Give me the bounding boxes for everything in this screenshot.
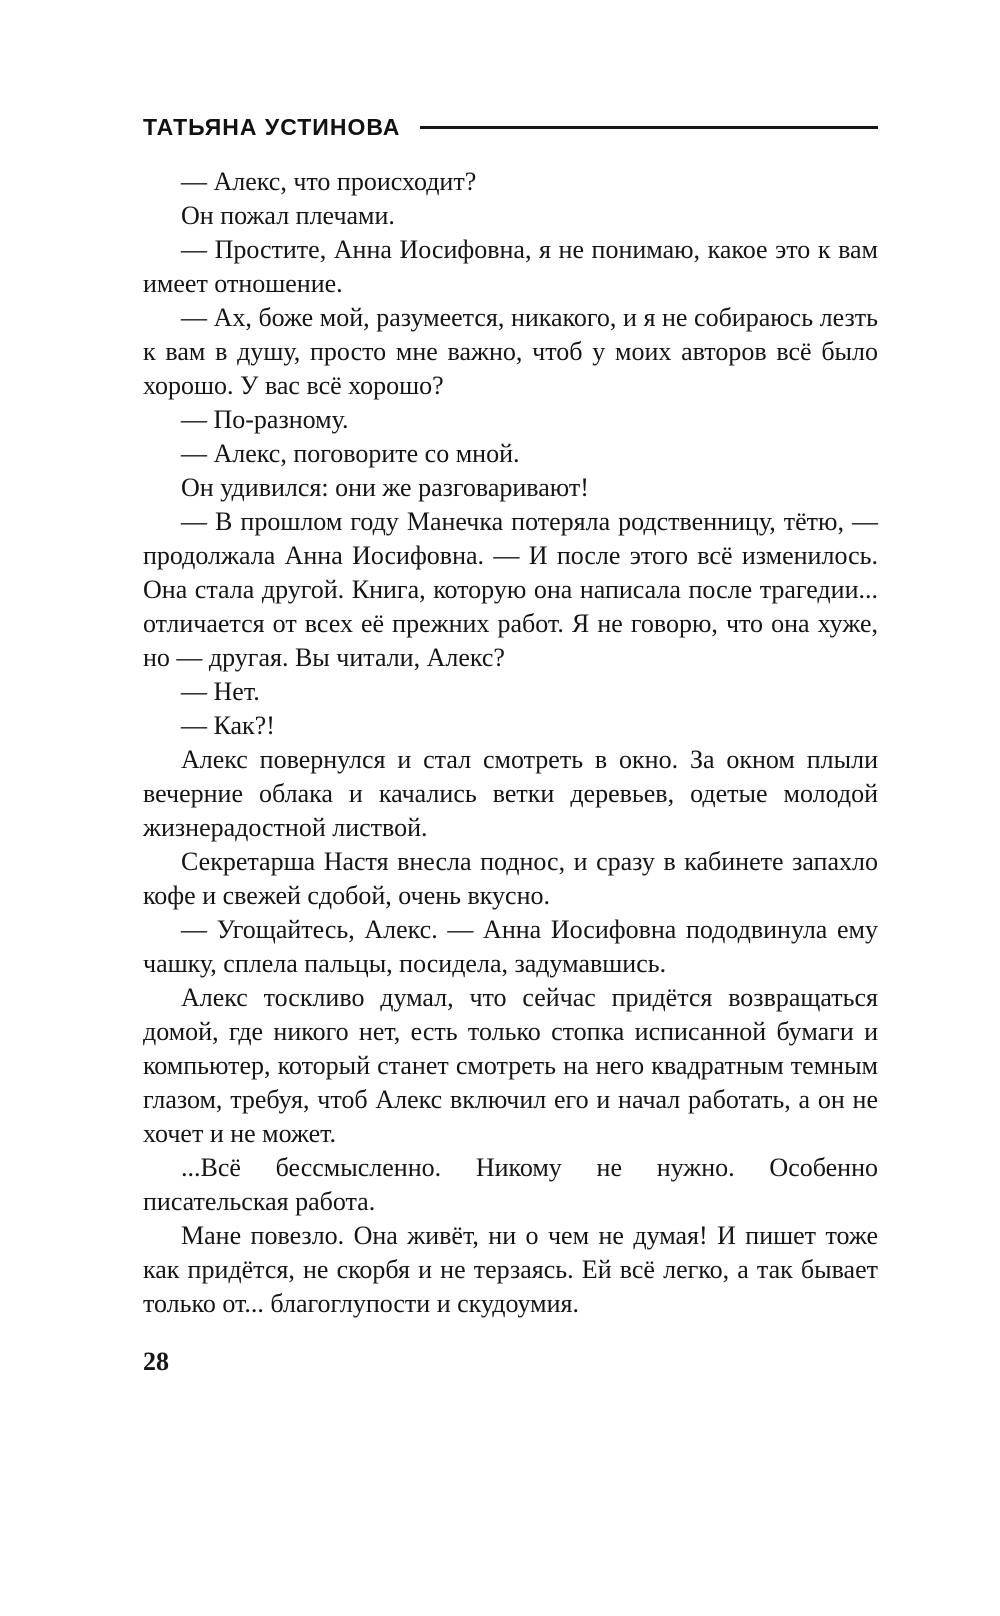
paragraph: Он удивился: они же разговаривают!	[181, 473, 589, 502]
running-header	[143, 114, 878, 141]
paragraph: — Простите, Анна Иосифовна, я не понимаю, какое это к вам имеет отношение.	[143, 235, 878, 298]
paragraph: Алекс тоскливо думал, что сейчас придётся возвращаться домой, где никого нет, есть только стопка исписанной бумаги и компьютер, который станет смотреть на него квадратным темным глазом, требуя, чтоб Алекс включил его и начал работать, а он не хочет и не может.	[143, 983, 878, 1148]
paragraph: Он пожал плечами.	[181, 201, 395, 230]
page-number: 28	[143, 1347, 169, 1376]
paragraph: — По-разному.	[181, 405, 349, 434]
text-block	[143, 165, 878, 1321]
paragraph: — Угощайтесь, Алекс. — Анна Иосифовна пододвинула ему чашку, сплела пальцы, посидела, задумавшись.	[143, 915, 878, 978]
paragraph: Алекс повернулся и стал смотреть в окно. За окном плыли вечерние облака и качались ветки деревьев, одетые молодой жизнерадостной листвой.	[143, 745, 878, 842]
paragraph: ...Всё бессмысленно. Никому не нужно. Особенно писательская работа.	[143, 1153, 878, 1216]
paragraph: Мане повезло. Она живёт, ни о чем не думая! И пишет тоже как придётся, не скорбя и не терзаясь. Ей всё легко, а так бывает только от... благоглупости и скудоумия.	[143, 1221, 878, 1318]
page-content	[143, 114, 878, 1377]
paragraph: — Как?!	[181, 711, 275, 740]
author-name: ТАТЬЯНА УСТИНОВА	[143, 114, 401, 140]
paragraph: — Ах, боже мой, разумеется, никакого, и я не собираюсь лезть к вам в душу, просто мне важно, чтоб у моих авторов всё было хорошо. У вас всё хорошо?	[143, 303, 878, 400]
paragraph: Секретарша Настя внесла поднос, и сразу в кабинете запахло кофе и свежей сдобой, очень вкусно.	[143, 847, 878, 910]
paragraph: — Нет.	[181, 677, 260, 706]
header-divider-line	[420, 126, 878, 129]
paragraph: — В прошлом году Манечка потеряла родственницу, тётю, — продолжала Анна Иосифовна. — И после этого всё изменилось. Она стала другой. Книга, которую она написала после трагедии... отличается от всех её прежних работ. Я не говорю, что она хуже, но — другая. Вы читали, Алекс?	[143, 507, 878, 672]
paragraph: — Алекс, поговорите со мной.	[181, 439, 520, 468]
paragraph: — Алекс, что происходит?	[181, 167, 477, 196]
